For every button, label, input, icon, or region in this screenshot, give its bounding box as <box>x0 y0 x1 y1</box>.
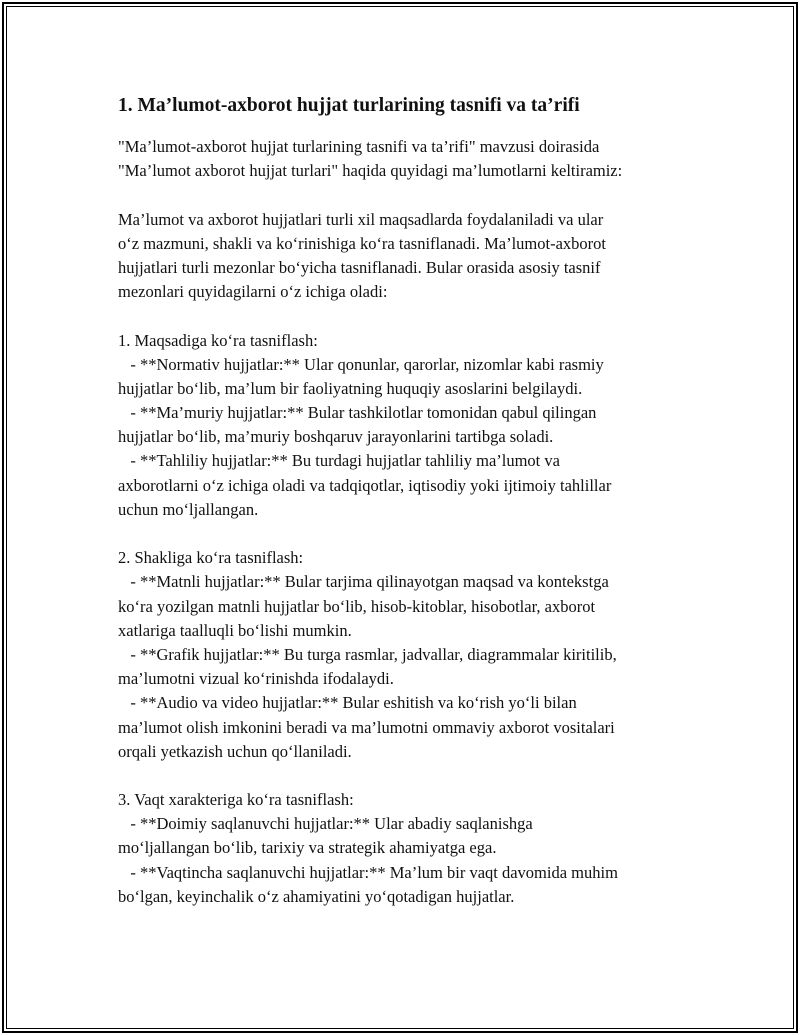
text-line: "Ma’lumot-axborot hujjat turlarining tasnifi va ta’rifi" mavzusi doirasida <box>118 137 600 156</box>
text-line: - **Audio va video hujjatlar:** Bular eshitish va ko‘rish yo‘li bilan <box>118 693 577 713</box>
text-line: mo‘ljallangan bo‘lib, tarixiy va strategik ahamiyatga ega. <box>118 838 497 858</box>
text-line: 1. Maqsadiga ko‘ra tasniflash: <box>118 330 318 350</box>
text-line: "Ma’lumot axborot hujjat turlari" haqida quyidagi ma’lumotlarni keltiramiz: <box>118 161 623 181</box>
text-line: - **Doimiy saqlanuvchi hujjatlar:** Ular abadiy saqlanishga <box>118 814 533 834</box>
text-line: - **Normativ hujjatlar:** Ular qonunlar, qarorlar, nizomlar kabi rasmiy <box>118 354 604 374</box>
text-line: hujjatlari turli mezonlar bo‘yicha tasniflanadi. Bular orasida asosiy tasnif <box>118 257 601 277</box>
text-line: orqali yetkazish uchun qo‘llaniladi. <box>118 741 352 761</box>
document-text <box>118 135 698 909</box>
text-line: bo‘lgan, keyinchalik o‘z ahamiyatini yo‘qotadigan hujjatlar. <box>118 886 515 906</box>
text-line: 2. Shakliga ko‘ra tasniflash: <box>118 548 304 568</box>
text-line: axborotlarni o‘z ichiga oladi va tadqiqotlar, iqtisodiy yoki ijtimoiy tahlillar <box>118 475 612 495</box>
text-line: uchun mo‘ljallangan. <box>118 499 259 519</box>
text-line: - **Matnli hujjatlar:** Bular tarjima qilinayotgan maqsad va kontekstga <box>118 572 609 592</box>
text-line: hujjatlar bo‘lib, ma’lum bir faoliyatning huquqiy asoslarini belgilaydi. <box>118 378 583 398</box>
blank-line <box>118 304 698 328</box>
text-line: ma’lumot olish imkonini beradi va ma’lumotni ommaviy axborot vositalari <box>118 717 615 737</box>
text-line: - **Vaqtincha saqlanuvchi hujjatlar:** Ma’lum bir vaqt davomida muhim <box>118 862 618 882</box>
blank-line <box>118 764 698 788</box>
text-line: xatlariga taalluqli bo‘lishi mumkin. <box>118 620 352 640</box>
text-line: o‘z mazmuni, shakli va ko‘rinishiga ko‘ra tasniflanadi. Ma’lumot-axborot <box>118 233 606 253</box>
text-line: hujjatlar bo‘lib, ma’muriy boshqaruv jarayonlarini tartibga soladi. <box>118 427 554 447</box>
text-line: mezonlari quyidagilarni o‘z ichiga oladi: <box>118 282 388 302</box>
text-line: - **Grafik hujjatlar:** Bu turga rasmlar, jadvallar, diagrammalar kiritilib, <box>118 644 617 664</box>
text-line: - **Tahliliy hujjatlar:** Bu turdagi hujjatlar tahliliy ma’lumot va <box>118 451 560 471</box>
document-title: 1. Ma’lumot-axborot hujjat turlarining tasnifi va ta’rifi <box>118 95 580 116</box>
text-line: ma’lumotni vizual ko‘rinishda ifodalaydi. <box>118 669 394 689</box>
text-line: 3. Vaqt xarakteriga ko‘ra tasniflash: <box>118 790 354 810</box>
text-line: - **Ma’muriy hujjatlar:** Bular tashkilotlar tomonidan qabul qilingan <box>118 403 597 423</box>
blank-line <box>118 183 698 207</box>
blank-line <box>118 522 698 546</box>
document-body <box>118 93 698 909</box>
text-line: Ma’lumot va axborot hujjatlari turli xil maqsadlarda foydalaniladi va ular <box>118 209 604 229</box>
text-line: ko‘ra yozilgan matnli hujjatlar bo‘lib, hisob-kitoblar, hisobotlar, axborot <box>118 596 596 616</box>
